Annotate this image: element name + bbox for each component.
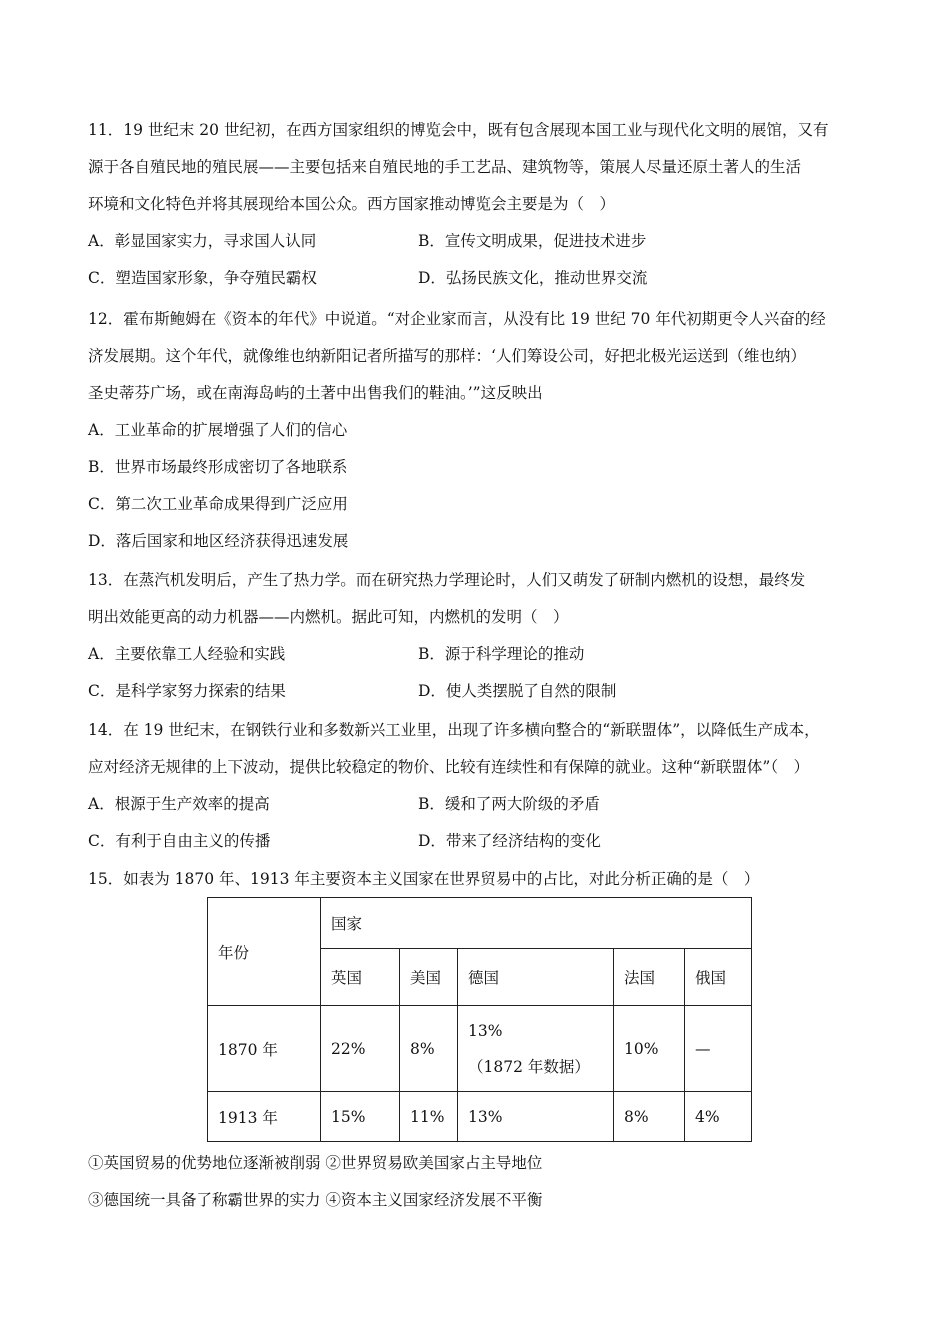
- question-13-options-row-2: [88, 673, 868, 710]
- table-header-ru: 俄国: [685, 949, 752, 1006]
- question-14-option-b: B．缓和了两大阶级的矛盾: [418, 795, 600, 813]
- question-13-line-2: 明出效能更高的动力机器——内燃机。据此可知，内燃机的发明（ ）: [88, 608, 569, 626]
- question-11-line-3: 环境和文化特色并将其展现给本国公众。西方国家推动博览会主要是为（ ）: [88, 195, 616, 213]
- question-12-line-3: 圣史蒂芬广场，或在南海岛屿的土著中出售我们的鞋油。’”这反映出: [88, 384, 543, 402]
- question-14-option-a: A．根源于生产效率的提高: [88, 795, 270, 813]
- trade-share-table: [207, 897, 752, 1142]
- question-11-line-2: 源于各自殖民地的殖民展——主要包括来自殖民地的手工艺品、建筑物等，策展人尽量还原土著人的生活: [88, 158, 802, 176]
- statement-line-1: ①英国贸易的优势地位逐渐被削弱 ②世界贸易欧美国家占主导地位: [88, 1154, 543, 1172]
- question-11-option-c: C．塑造国家形象，争夺殖民霸权: [88, 269, 317, 287]
- table-cell-us: 8%: [400, 1006, 458, 1092]
- question-11-option-a: A．彰显国家实力，寻求国人认同: [88, 232, 317, 250]
- question-12-option-a: A．工业革命的扩展增强了人们的信心: [88, 421, 348, 439]
- statement-line-2: ③德国统一具备了称霸世界的实力 ④资本主义国家经济发展不平衡: [88, 1191, 543, 1209]
- question-13-options-row-1: [88, 636, 868, 673]
- table-cell-de-value: 13%: [468, 1021, 503, 1040]
- question-15-statements: [88, 1145, 868, 1219]
- question-12-line-2: 济发展期。这个年代，就像维也纳新阳记者所描写的那样：‘人们筹设公司，好把北极光运送到（维也纳）: [88, 347, 806, 365]
- table-cell-uk: 22%: [321, 1006, 400, 1092]
- question-12-option-d: D．落后国家和地区经济获得迅速发展: [88, 532, 349, 550]
- question-11-options-row-1: [88, 223, 868, 260]
- question-12-option-c: C．第二次工业革命成果得到广泛应用: [88, 495, 348, 513]
- table-header-fr: 法国: [614, 949, 685, 1006]
- question-11-option-b: B．宣传文明成果，促进技术进步: [418, 232, 647, 250]
- table-header-country: 国家: [321, 898, 752, 949]
- question-11-line-1: 11．19 世纪末 20 世纪初，在西方国家组织的博览会中，既有包含展现本国工业与现代化文明的展馆，又有: [88, 121, 829, 139]
- question-11-options-row-2: [88, 260, 868, 297]
- question-13-option-c: C．是科学家努力探索的结果: [88, 682, 286, 700]
- table-cell-ru: 4%: [685, 1092, 752, 1142]
- question-13: [88, 562, 868, 710]
- question-14-option-d: D．带来了经济结构的变化: [418, 832, 601, 850]
- table-header-de: 德国: [458, 949, 614, 1006]
- question-11: [88, 112, 868, 297]
- table-cell-fr: 10%: [614, 1006, 685, 1092]
- question-12-line-1: 12．霍布斯鲍姆在《资本的年代》中说道。“对企业家而言，从没有比 19 世纪 70 年代初期更令人兴奋的经: [88, 310, 826, 328]
- question-15-line-1: 15．如表为 1870 年、1913 年主要资本主义国家在世界贸易中的占比，对此分析正确的是（ ）: [88, 870, 760, 888]
- question-13-option-a: A．主要依靠工人经验和实践: [88, 645, 286, 663]
- question-14-line-1: 14．在 19 世纪末，在钢铁行业和多数新兴工业里，出现了许多横向整合的“新联盟体”，以降低生产成本，: [88, 721, 820, 739]
- table-cell-uk: 15%: [321, 1092, 400, 1142]
- question-11-option-d: D．弘扬民族文化，推动世界交流: [418, 269, 648, 287]
- question-14-options-row-1: [88, 786, 868, 823]
- table-cell-de-note: （1872 年数据）: [468, 1057, 590, 1076]
- table-cell-year: 1870 年: [208, 1006, 321, 1092]
- table-cell-de: 13%: [458, 1092, 614, 1142]
- table-cell-fr: 8%: [614, 1092, 685, 1142]
- table-cell-year: 1913 年: [208, 1092, 321, 1142]
- question-13-option-b: B．源于科学理论的推动: [418, 645, 585, 663]
- question-13-option-d: D．使人类摆脱了自然的限制: [418, 682, 617, 700]
- question-14: [88, 712, 868, 860]
- table-header-uk: 英国: [321, 949, 400, 1006]
- table-cell-ru: —: [685, 1006, 752, 1092]
- table-header-row-1: [208, 898, 752, 949]
- table-cell-de: [458, 1006, 614, 1092]
- table-header-year: 年份: [208, 898, 321, 1006]
- table-cell-us: 11%: [400, 1092, 458, 1142]
- question-13-line-1: 13．在蒸汽机发明后，产生了热力学。而在研究热力学理论时，人们又萌发了研制内燃机的设想，最终发: [88, 571, 806, 589]
- table-header-us: 美国: [400, 949, 458, 1006]
- question-14-option-c: C．有利于自由主义的传播: [88, 832, 271, 850]
- table-row: [208, 1006, 752, 1092]
- question-12-option-b: B．世界市场最终形成密切了各地联系: [88, 458, 348, 476]
- question-14-line-2: 应对经济无规律的上下波动，提供比较稳定的物价、比较有连续性和有保障的就业。这种“新联盟体”（ ）: [88, 758, 810, 776]
- question-12: [88, 301, 868, 560]
- question-14-options-row-2: [88, 823, 868, 860]
- question-15: [88, 861, 868, 898]
- table-row: [208, 1092, 752, 1142]
